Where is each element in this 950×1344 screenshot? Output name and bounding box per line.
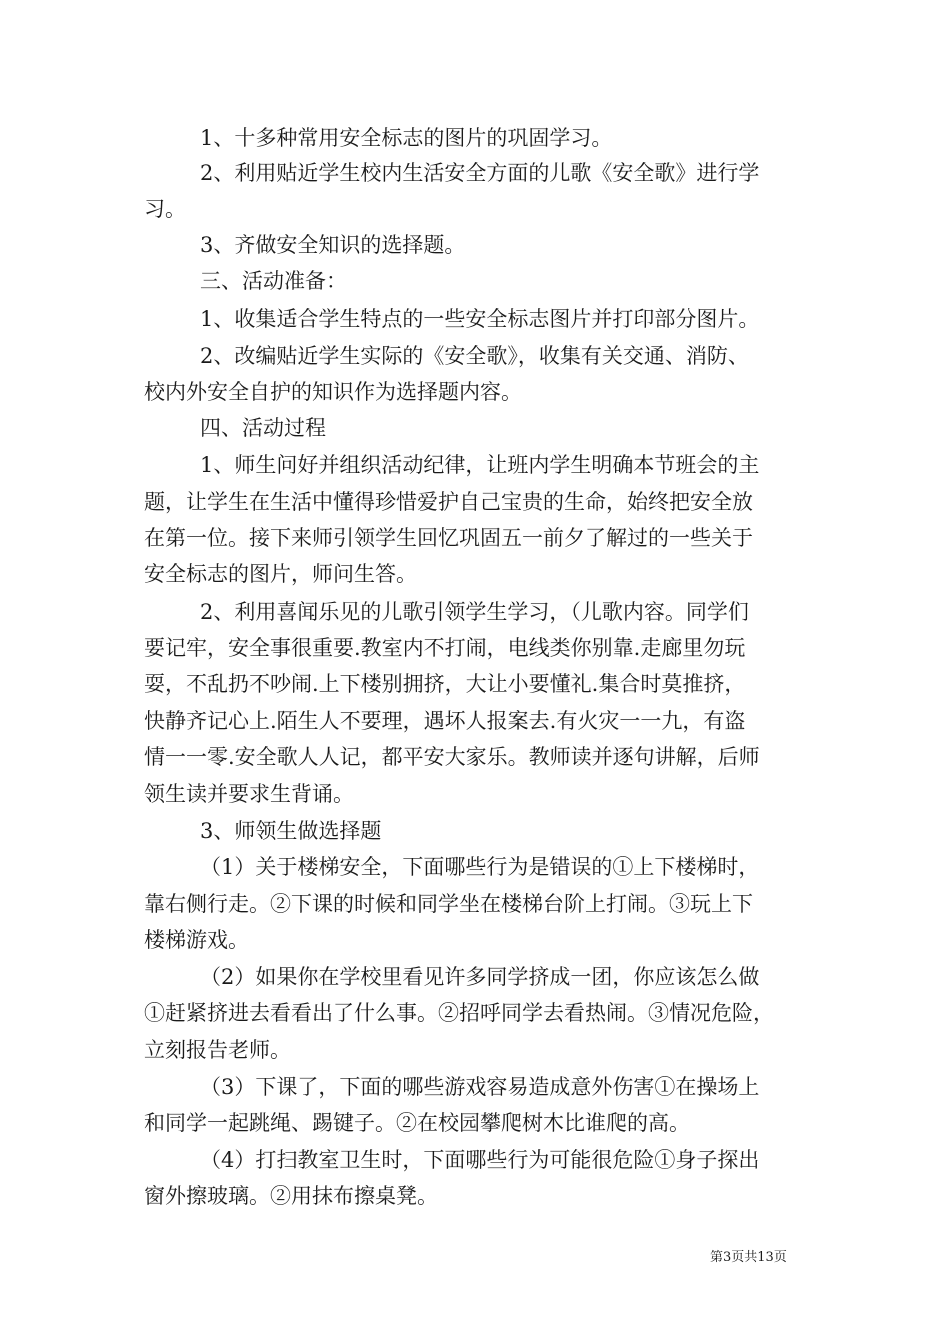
section-heading: 三、活动准备： [200,269,347,293]
text-line: 1、十多种常用安全标志的图片的巩固学习。 [200,126,613,150]
text-line: 3、齐做安全知识的选择题。 [200,233,466,257]
text-line: 2、改编贴近学生实际的《安全歌》，收集有关交通、消防、 [200,344,749,368]
text-line: 在第一位。接下来师引领学生回忆巩固五一前夕了解过的一些关于 [144,526,753,550]
text-line: （1）关于楼梯安全，下面哪些行为是错误的①上下楼梯时， [200,855,760,879]
text-line: 3、师领生做选择题 [200,819,382,843]
text-line: 靠右侧行走。②下课的时候和同学坐在楼梯台阶上打闹。③玩上下 [144,892,753,916]
text-line: （2）如果你在学校里看见许多同学挤成一团，你应该怎么做 [200,965,760,989]
text-line: 窗外擦玻璃。②用抹布擦桌凳。 [144,1184,438,1208]
text-line: 题，让学生在生活中懂得珍惜爱护自己宝贵的生命，始终把安全放 [144,490,753,514]
section-heading: 四、活动过程 [200,416,326,440]
text-line: 要记牢，安全事很重要.教室内不打闹，电线类你别靠.走廊里勿玩 [144,636,746,660]
text-line: 1、收集适合学生特点的一些安全标志图片并打印部分图片。 [200,307,760,331]
text-line: 耍，不乱扔不吵闹.上下楼别拥挤，大让小要懂礼.集合时莫推挤， [144,672,746,696]
text-line: （4）打扫教室卫生时，下面哪些行为可能很危险①身子探出 [200,1148,760,1172]
text-line: 和同学一起跳绳、踢键子。②在校园攀爬树木比谁爬的高。 [144,1111,690,1135]
text-line: 情一一零.安全歌人人记，都平安大家乐。教师读并逐句讲解，后师 [144,745,760,769]
text-line: 楼梯游戏。 [144,928,249,952]
text-line: 2、利用贴近学生校内生活安全方面的儿歌《安全歌》进行学 [200,161,760,185]
text-line: 立刻报告老师。 [144,1038,291,1062]
text-line: 快静齐记心上.陌生人不要理，遇坏人报案去.有火灾一一九，有盗 [144,709,746,733]
text-line: 2、利用喜闻乐见的儿歌引领学生学习，（儿歌内容。同学们 [200,600,749,624]
page-number-footer: 第3页共13页 [710,1250,787,1265]
text-line: 校内外安全自护的知识作为选择题内容。 [144,380,522,404]
text-line: （3）下课了，下面的哪些游戏容易造成意外伤害①在操场上 [200,1075,760,1099]
text-line: 领生读并要求生背诵。 [144,782,354,806]
text-line: 习。 [144,197,186,221]
text-line: 安全标志的图片，师问生答。 [144,562,417,586]
text-line: 1、师生问好并组织活动纪律，让班内学生明确本节班会的主 [200,453,760,477]
text-line: ①赶紧挤进去看看出了什么事。②招呼同学去看热闹。③情况危险， [144,1001,774,1025]
